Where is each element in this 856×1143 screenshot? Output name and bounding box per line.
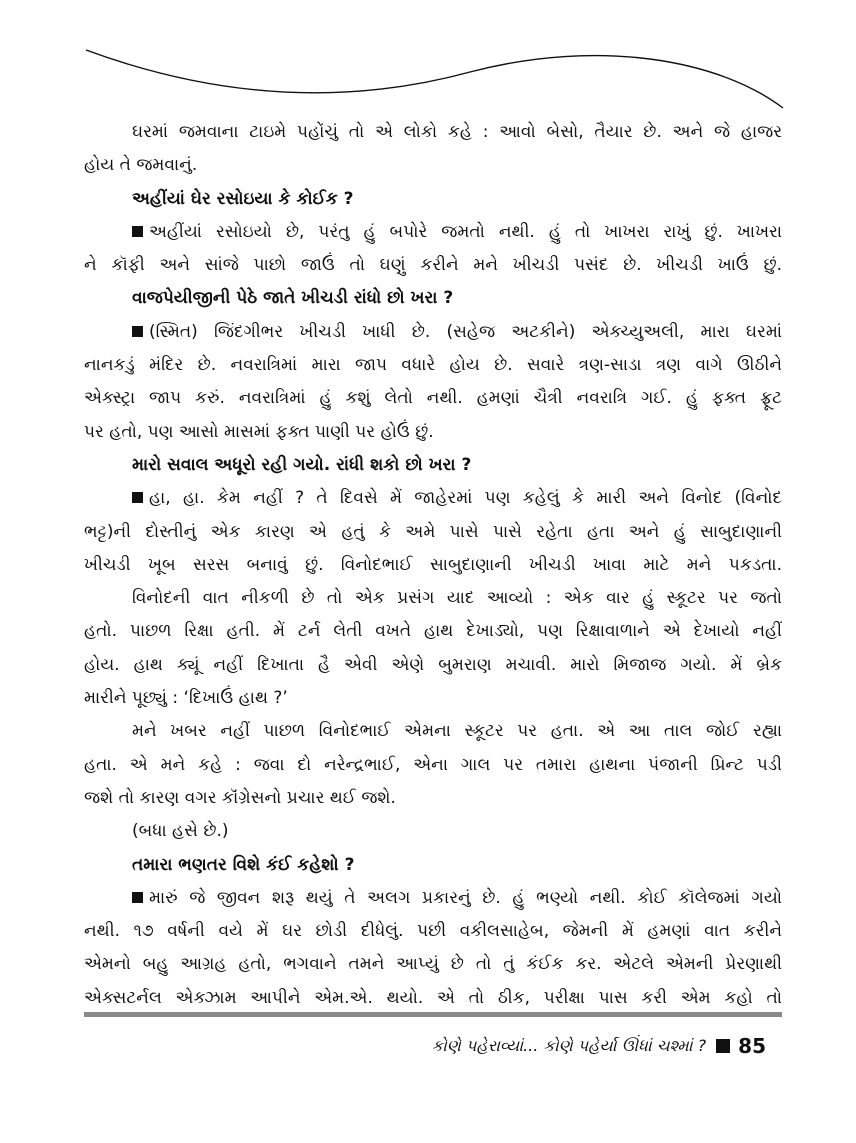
line-text: ભટ્ટ)ની દોસ્તીનું એક કારણ એ હતું કે અમે પાસે પાસે રહેતા હતા અને હું સાબુદાણાની bbox=[84, 521, 782, 542]
line-text: જશે તો કારણ વગર કૉંગ્રેસનો પ્રચાર થઈ જશે. bbox=[84, 787, 396, 808]
square-bullet-icon bbox=[132, 492, 143, 503]
line-text: ને કૉફી અને સાંજે પાછો જાઉં તો ઘણું કરીને મને ખીચડી પસંદ છે. ખીચડી ખાઉં છું. bbox=[84, 255, 782, 276]
square-bullet-icon bbox=[716, 1039, 730, 1053]
book-title: કોણે પહેરાવ્યાં... કોણે પહેર્યા ઊંધાં ચશ્માં ? bbox=[431, 1036, 707, 1055]
line-text: (બધા હસે છે.) bbox=[132, 821, 229, 842]
text-line bbox=[84, 915, 782, 948]
line-text: ખીચડી ખૂબ સરસ બનાવું છું. વિનોદભાઈ સાબુદાણાની ખીચડી ખાવા માટે મને પકડતા. bbox=[84, 554, 782, 575]
body-text bbox=[84, 116, 782, 1015]
text-line bbox=[84, 349, 782, 382]
square-bullet-icon bbox=[132, 226, 143, 237]
page-number: 85 bbox=[738, 1034, 766, 1058]
line-text: મને ખબર નહીં પાછળ વિનોદભાઈ એમના સ્કૂટર પર હતા. એ આ તાલ જોઈ રહ્યા bbox=[132, 721, 782, 742]
question-line bbox=[84, 449, 782, 482]
square-bullet-icon bbox=[132, 892, 143, 903]
line-text: તમારા ભણતર વિશે કંઈ કહેશો ? bbox=[132, 854, 355, 875]
line-text: નાનકડું મંદિર છે. નવરાત્રિમાં મારા જાપ વધારે હોય છે. સવારે ત્રણ-સાડા ત્રણ વાગે ઊઠીને bbox=[84, 355, 782, 376]
text-line bbox=[84, 649, 782, 682]
line-text: હોય તે જમવાનું. bbox=[84, 155, 198, 176]
text-line bbox=[84, 615, 782, 648]
text-line bbox=[84, 982, 782, 1015]
line-text: મારીને પૂછ્યું : ‘દિખાઉં હાથ ?’ bbox=[84, 688, 288, 709]
text-line bbox=[84, 249, 782, 282]
line-text: મારો સવાલ અધૂરો રહી ગયો. રાંધી શકો છો ખરા ? bbox=[132, 454, 472, 475]
decorative-curve bbox=[0, 0, 856, 120]
line-text: એક્સ્ટ્રા જાપ કરું. નવરાત્રિમાં હું કશું લેતો નથી. હમણાં ચૈત્રી નવરાત્રિ ગઈ. હું ફક્ત ફ્રૂટ bbox=[84, 388, 782, 409]
text-line bbox=[84, 382, 782, 415]
line-text: હા, હા. કેમ નહીં ? તે દિવસે મેં જાહેરમાં પણ કહેલું કે મારી અને વિનોદ (વિનોદ bbox=[149, 488, 782, 509]
footer-rule bbox=[84, 1012, 782, 1017]
text-line bbox=[84, 582, 782, 615]
text-line bbox=[84, 782, 782, 815]
question-line bbox=[84, 183, 782, 216]
text-line bbox=[84, 416, 782, 449]
text-line bbox=[84, 749, 782, 782]
line-text: એમનો બહુ આગ્રહ હતો, ભગવાને તમને આપ્યું છે તો તું કંઈક કર. એટલે એમની પ્રેરણાથી bbox=[84, 954, 782, 975]
line-text: એક્સટર્નલ એક્ઝામ આપીને એમ.એ. થયો. એ તો ઠીક, પરીક્ષા પાસ કરી એમ કહો તો bbox=[84, 987, 782, 1008]
text-line bbox=[84, 682, 782, 715]
text-line bbox=[84, 882, 782, 915]
text-line bbox=[84, 549, 782, 582]
line-text: હતા. એ મને કહે : જવા દો નરેન્દ્રભાઈ, એના ગાલ પર તમારા હાથના પંજાની પ્રિન્ટ પડી bbox=[84, 754, 782, 775]
text-line bbox=[84, 516, 782, 549]
line-text: વિનોદની વાત નીકળી છે તો એક પ્રસંગ યાદ આવ્યો : એક વાર હું સ્કૂટર પર જતો bbox=[132, 588, 782, 609]
line-text: હોય. હાથ ક્યૂં નહીં દિખાતા હૈ એવી એણે બુમરાણ મચાવી. મારો મિજાજ ગયો. મેં બ્રેક bbox=[84, 654, 782, 675]
page-footer bbox=[432, 1034, 766, 1058]
text-line bbox=[84, 482, 782, 515]
text-line bbox=[84, 216, 782, 249]
line-text: ઘરમાં જમવાના ટાઇમે પહોંચું તો એ લોકો કહે : આવો બેસો, તૈયાર છે. અને જે હાજર bbox=[132, 122, 782, 142]
text-line bbox=[84, 316, 782, 349]
text-line bbox=[84, 149, 782, 182]
text-line bbox=[84, 116, 782, 149]
text-line bbox=[84, 815, 782, 848]
line-text: વાજપેયીજીની પેઠે જાતે ખીચડી રાંધો છો ખરા ? bbox=[132, 288, 454, 309]
square-bullet-icon bbox=[132, 326, 143, 337]
line-text: (સ્મિત) જિંદગીભર ખીચડી ખાધી છે. (સહેજ અટકીને) એક્ચ્યુઅલી, મારા ઘરમાં bbox=[149, 321, 782, 342]
line-text: હતો. પાછળ રિક્ષા હતી. મેં ટર્ન લેતી વખતે હાથ દેખાડ્યો, પણ રિક્ષાવાળાને એ દેખાયો નહીં bbox=[84, 621, 782, 642]
question-line bbox=[84, 849, 782, 882]
text-line bbox=[84, 948, 782, 981]
line-text: અહીંયાં ઘેર રસોઇયા કે કોઈક ? bbox=[132, 188, 354, 209]
line-text: અહીંયાં રસોઇયો છે, પરંતુ હું બપોરે જમતો નથી. હું તો ખાખરા રાખું છું. ખાખરા bbox=[149, 221, 782, 242]
text-line bbox=[84, 715, 782, 748]
question-line bbox=[84, 282, 782, 315]
line-text: નથી. ૧૭ વર્ષની વયે મેં ઘર છોડી દીધેલું. પછી વકીલસાહેબ, જેમની મેં હમણાં વાત કરીને bbox=[84, 921, 782, 942]
line-text: પર હતો, પણ આસો માસમાં ફક્ત પાણી પર હોઉં છું. bbox=[84, 421, 434, 442]
line-text: મારું જે જીવન શરૂ થયું તે અલગ પ્રકારનું છે. હું ભણ્યો નથી. કોઈ કૉલેજમાં ગયો bbox=[149, 887, 782, 908]
